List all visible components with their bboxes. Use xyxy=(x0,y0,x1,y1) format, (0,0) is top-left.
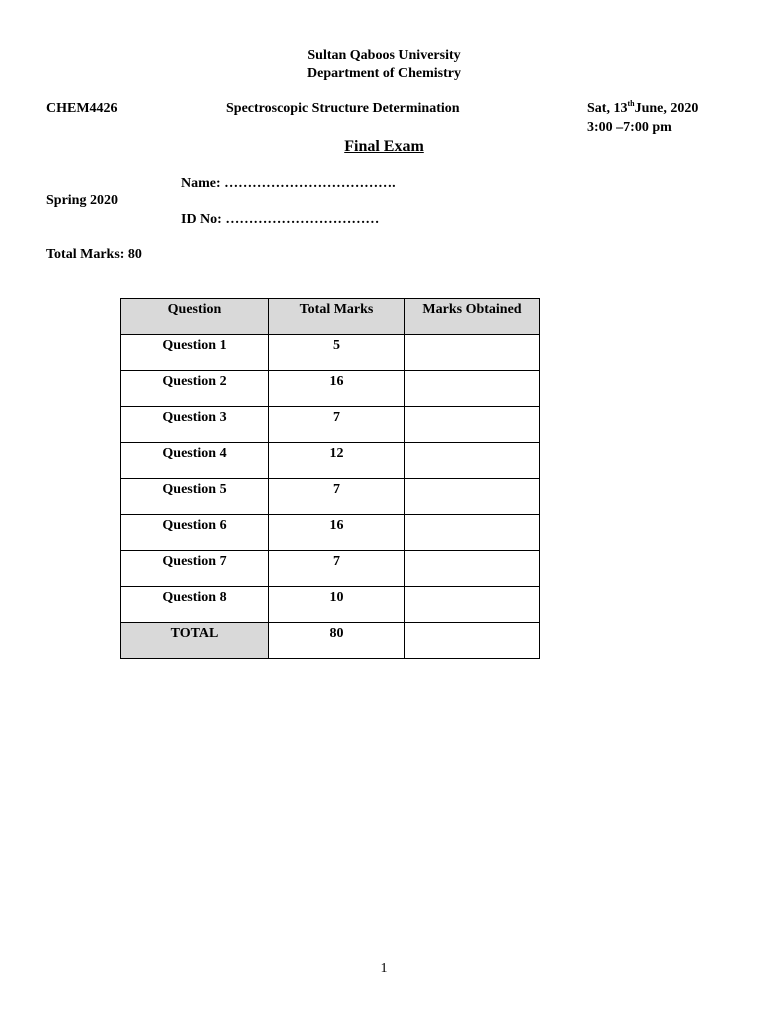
total-marks-cell: 16 xyxy=(269,371,405,407)
student-name-field: Name: ………………………………. xyxy=(181,176,396,191)
page-number: 1 xyxy=(380,961,388,976)
table-row xyxy=(121,407,540,443)
question-cell: Question 3 xyxy=(121,407,269,443)
question-cell: Question 5 xyxy=(121,479,269,515)
table-row xyxy=(121,587,540,623)
table-row xyxy=(121,443,540,479)
total-marks-cell: 10 xyxy=(269,587,405,623)
grand-total-obtained-cell xyxy=(405,623,540,659)
question-cell: Question 1 xyxy=(121,335,269,371)
exam-date-ordinal: th xyxy=(627,99,635,108)
grand-total-marks-cell: 80 xyxy=(269,623,405,659)
exam-date-prefix: Sat, 13 xyxy=(587,101,628,116)
total-marks-cell: 12 xyxy=(269,443,405,479)
total-marks-cell: 16 xyxy=(269,515,405,551)
marks-table xyxy=(120,298,540,659)
exam-date-suffix: June, 2020 xyxy=(634,101,699,116)
total-label-cell: TOTAL xyxy=(121,623,269,659)
exam-date xyxy=(587,101,698,117)
header-question: Question xyxy=(121,299,269,335)
table-row xyxy=(121,551,540,587)
question-cell: Question 4 xyxy=(121,443,269,479)
course-title: Spectroscopic Structure Determination xyxy=(226,101,460,116)
question-cell: Question 6 xyxy=(121,515,269,551)
header-total-marks: Total Marks xyxy=(269,299,405,335)
university-name: Sultan Qaboos University xyxy=(307,48,461,63)
total-marks-cell: 5 xyxy=(269,335,405,371)
exam-time: 3:00 –7:00 pm xyxy=(587,120,672,135)
table-header-row xyxy=(121,299,540,335)
semester-label: Spring 2020 xyxy=(46,193,118,208)
table-row xyxy=(121,479,540,515)
total-marks-cell: 7 xyxy=(269,407,405,443)
department-name: Department of Chemistry xyxy=(307,66,461,81)
table-row xyxy=(121,335,540,371)
question-cell: Question 2 xyxy=(121,371,269,407)
table-total-row xyxy=(121,623,540,659)
marks-obtained-cell xyxy=(405,443,540,479)
total-marks-label: Total Marks: 80 xyxy=(46,247,142,262)
question-cell: Question 8 xyxy=(121,587,269,623)
marks-obtained-cell xyxy=(405,515,540,551)
marks-obtained-cell xyxy=(405,335,540,371)
total-marks-cell: 7 xyxy=(269,551,405,587)
table-row xyxy=(121,515,540,551)
exam-title-text: Final Exam xyxy=(344,138,424,155)
total-marks-cell: 7 xyxy=(269,479,405,515)
marks-obtained-cell xyxy=(405,551,540,587)
student-id-field: ID No: …………………………… xyxy=(181,212,380,227)
marks-obtained-cell xyxy=(405,371,540,407)
marks-obtained-cell xyxy=(405,479,540,515)
marks-obtained-cell xyxy=(405,407,540,443)
header-marks-obtained: Marks Obtained xyxy=(405,299,540,335)
exam-title xyxy=(0,138,768,156)
table-row xyxy=(121,371,540,407)
marks-obtained-cell xyxy=(405,587,540,623)
question-cell: Question 7 xyxy=(121,551,269,587)
course-code: CHEM4426 xyxy=(46,101,118,116)
